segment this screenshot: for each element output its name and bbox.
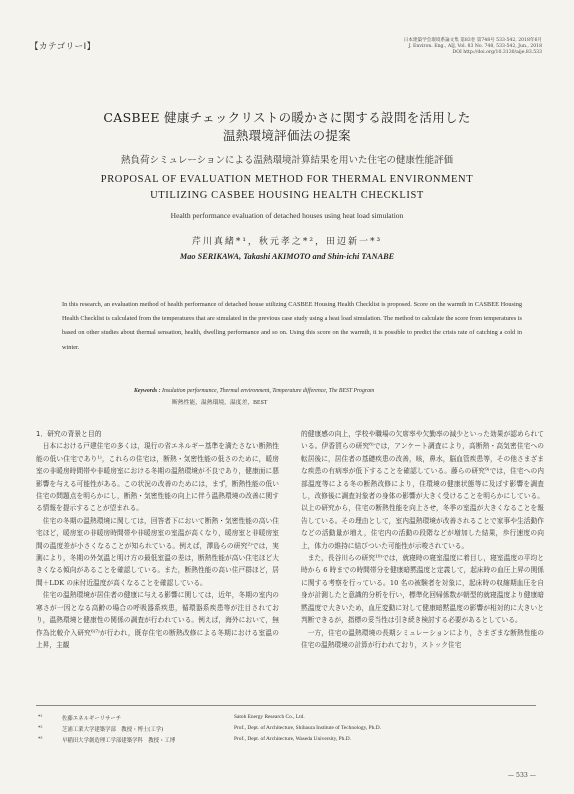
body-column-left — [36, 428, 279, 651]
footnote-mark: *² — [38, 725, 43, 731]
footnote-ja: 芝浦工業大学建築学部 教授・博士(工学) — [62, 727, 164, 733]
footnote-ja: 早稲田大学創造理工学部建築学科 教授・工博 — [62, 738, 176, 744]
title-en-line2: UTILIZING CASBEE HOUSING HEALTH CHECKLIST — [150, 190, 424, 201]
title-ja-line1: CASBEE 健康チェックリストの暖かさに関する設問を活用した — [103, 110, 471, 125]
footnote-divider — [36, 705, 536, 706]
footnote-ja: 佐藤エネルギーリサーチ — [62, 716, 122, 722]
keywords — [134, 385, 514, 409]
authors-ja: 芹川真緒*¹，秋元孝之*²，田辺新一*³ — [191, 237, 383, 247]
keywords-en: Insulation performance, Thermal environment, Temperature difference, The BEST Program — [162, 388, 375, 394]
section-heading: 1．研究の背景と目的 — [36, 430, 102, 438]
body-paragraph: 日本における戸建住宅の多くは，現行の省エネルギー基準を満たさない断熱性能の低い住宅であり¹⁾，これらの住宅は，断熱・気密性能の低さのために，暖房室の非暖房時間帯や非暖房室における冬期の温熱環境が不良であり，健康面に悪影響を与える可能性がある。この状況の改善のためには，まず，断熱性能の低い住宅の問題点を明らかにし，断熱・気密性能の向上に伴う温熱環境の改善に関する情報を提示することが望まれる。 — [36, 442, 279, 513]
page-number: — 533 — — [507, 772, 536, 779]
journal-line: 日本建築学会環境系論文集 第83巻 第748号 533-542, 2018年6月 — [403, 38, 542, 43]
title-en-line1: PROPOSAL OF EVALUATION METHOD FOR THERMAL ENVIRONMENT — [100, 174, 474, 185]
body-paragraph: また，長谷川らの研究¹⁰⁾では，就寝時の寝室温度に着目し，寝室温度の平均と時から 6 時までの時間帯分を健康暗黙温度と定義して，起床時の血圧上昇の関係に関する考察を行っている。10 名の被験者を対象に，起床時の収縮期血圧を自身が計測したと意識的分析を行い，標準化回帰係数が朝型的就寝温度より健康暗黙温度で大きいため，血圧変動に対して健康暗黙温度の影響が相対的に大きいと判断できるが，指標の妥当性は引き続き検討する必要があるとしている。 — [301, 554, 544, 625]
body-paragraph: 住宅の冬期の温熱環境に関しては，回答者下において断熱・気密性能の高い住宅ほど，暖房室の非暖房時間帯や非暖房室の室温が高くなり，暖房室と非暖房室間の温度差が小さくなることが知られている。例えば，澤島らの研究²⁾では，実測により，冬期の外気温と明け方の最低室温の差は，断熱性能が高い住宅ほど大きくなる傾向があることを確認している。また，断熱性能の高い住戸群ほど，居間＋LDK の床付近温度が高くなることを確認している。 — [36, 516, 279, 587]
authors-en: Mao SERIKAWA, Takashi AKIMOTO and Shin-ichi TANABE — [179, 252, 395, 261]
subtitle-ja: 熱負荷シミュレーションによる温熱環境計算結果を用いた住宅の健康性能評価 — [121, 155, 453, 166]
journal-line: J. Environ. Eng., AIJ, Vol. 83 No. 748, 533-542, Jun., 2018 — [408, 44, 542, 49]
body-paragraph: 住宅の温熱環境が居住者の健康に与える影響に関しては，近年，冬期の室内の寒さが一因となる高齢の場合の呼吸器系疾患，循環器系疾患等が注目されており，温熱環境と健康性の関係の調査が行われている。例えば，海外において，無作為比較介入研究⁶⁾⁷⁾が行われ，既存住宅の断熱改修による冬期における室温の上昇，主観 — [36, 591, 279, 649]
footnote-en: Satoh Energy Research Co., Ltd. — [234, 714, 305, 720]
journal-line: DOI http://doi.org/10.3130/aije.83.533 — [452, 50, 542, 55]
body-paragraph: 的健康感の向上，学校や職場の欠席率や欠勤率の減少といった効果が認められている。伊香賀らの研究⁸⁾では，アンケート調査により，高断熱・高気密住宅への転居後に，居住者の基礎疾患の改善，咳，鼻水，脳血管疾患等，その他さまざまな疾患の有病率が低下することを確認している。藤らの研究⁹⁾では，住宅への内部温度等による冬の断熱改修により，住環境の健康状態等に及ぼす影響を調査し，改修後に調査対象者の身体の影響が大きく受けることを明らかにしている。以上の研究から，住宅の断熱性能を向上させ，冬季の室温が大きくなることを報告している。その理由として，室内温熱環境が改善されることで家事や生活動作などの活動量が増え，住宅内の活動の段階などが増加した結果，歩行速度の向上，体力の維持に結びついた可能性が示唆されている。 — [301, 430, 544, 550]
footnote-en: Prof., Dept. of Architecture, Waseda University, Ph.D. — [234, 736, 351, 742]
title-ja-line2: 温熱環境評価法の提案 — [222, 128, 351, 143]
footnote-mark: *¹ — [38, 714, 43, 720]
journal-info — [404, 38, 542, 56]
abstract: In this research, an evaluation method of health performance of detached house utilizing CASBEE Housing Health Checklist is proposed. Score on the warmth in CASBEE Housing Health Checklist is calculated from the temperatures that are simulated in the previous case study using a heat load simulation. The method to calculate the score from temperatures is based on other studies about thermal sensation, health, dwelling performance and so on. Using this score on the warmth, it is possible to predict the crisis rate of catching a cold in winter. — [62, 301, 522, 351]
category-label: 【カテゴリーⅠ】 — [30, 42, 96, 52]
keywords-label: Keywords : — [134, 388, 161, 394]
keywords-ja: 断熱性能，温熱環境，温度差，BEST — [172, 400, 268, 406]
footnote-mark: *³ — [38, 736, 43, 742]
body-column-right — [301, 428, 544, 651]
footnote-en: Prof., Dept. of Architecture, Shibaura Institute of Technology, Ph.D. — [234, 725, 381, 731]
body-paragraph: 一方，住宅の温熱環境の長期シミュレーションにより，さまざまな断熱性能の住宅の温熱環境の計算が行われており，ストック住宅 — [301, 628, 544, 649]
subtitle-en: Health performance evaluation of detached houses using heat load simulation — [170, 211, 404, 220]
